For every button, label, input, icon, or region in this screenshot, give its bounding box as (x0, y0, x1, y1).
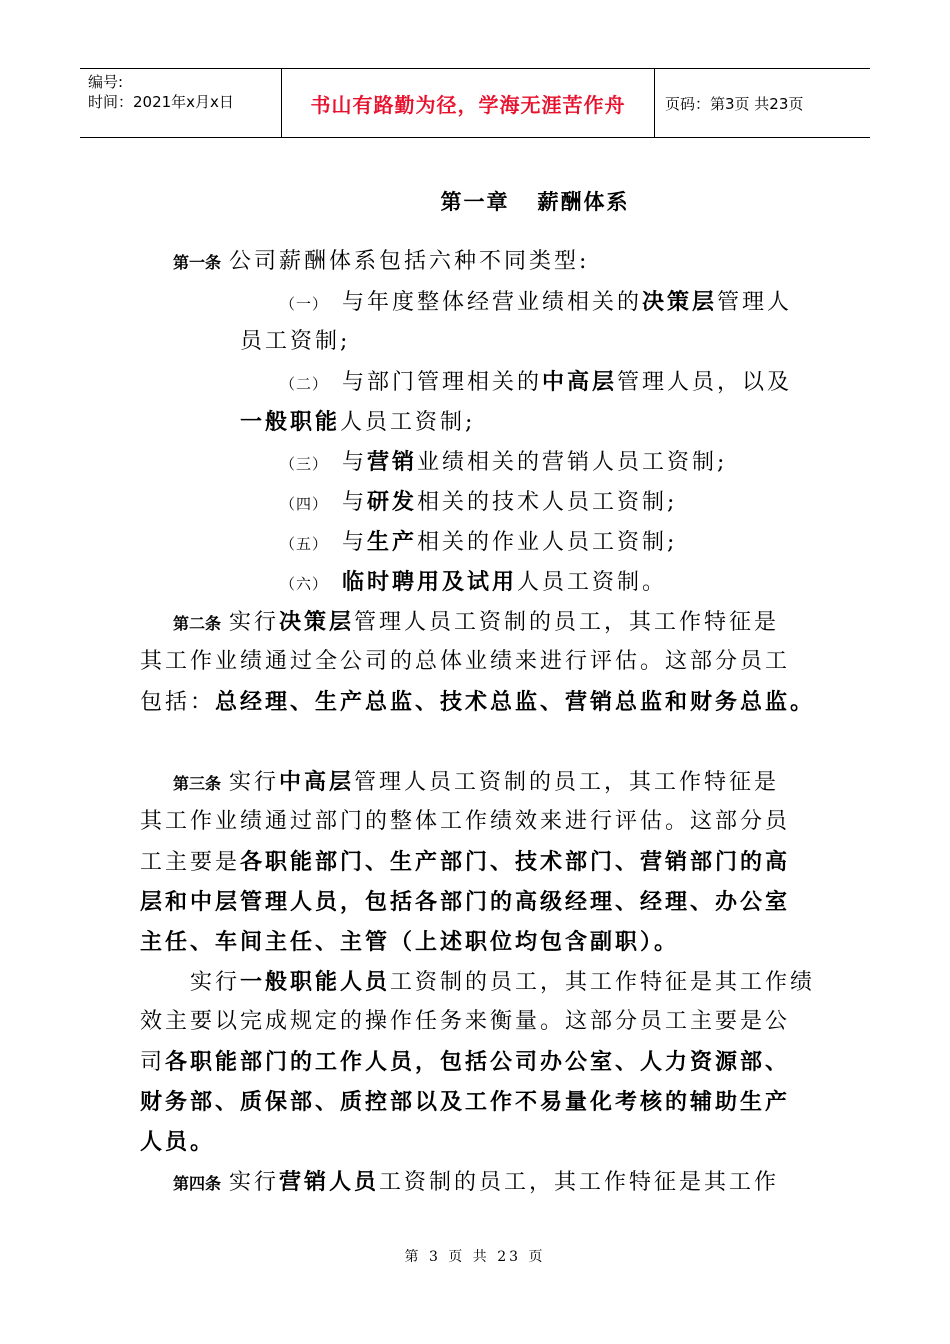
item-5: （五） 与生产相关的作业人员工资制; (280, 529, 678, 555)
chapter-title: 第一章 薪酬体系 (440, 189, 630, 214)
general-staff-paragraph: 实行一般职能人员工资制的员工，其工作特征是其工作绩 (190, 969, 816, 995)
article-2: 第二条 实行决策层管理人员工资制的员工，其工作特征是 (173, 609, 780, 635)
article-2-line-2: 其工作业绩通过全公司的总体业绩来进行评估。这部分员工 (140, 649, 791, 674)
general-line-5: 人员。 (140, 1129, 216, 1155)
article-3-line-3: 工主要是各职能部门、生产部门、技术部门、营销部门的高 (140, 849, 791, 875)
general-line-3: 司各职能部门的工作人员，包括公司办公室、人力资源部、 (140, 1049, 791, 1075)
item-6: （六） 临时聘用及试用人员工资制。 (280, 569, 668, 595)
general-line-2: 效主要以完成规定的操作任务来衡量。这部分员工主要是公 (140, 1009, 791, 1034)
item-4: （四） 与研发相关的技术人员工资制; (280, 489, 678, 515)
article-3-line-5: 主任、车间主任、主管（上述职位均包含副职）。 (140, 929, 680, 955)
header-page-info: 页码：第3页 共23页 (665, 94, 804, 113)
article-2-line-3: 包括：总经理、生产总监、技术总监、营销总监和财务总监。 (140, 689, 816, 715)
page-footer: 第 3 页 共 23 页 (404, 1249, 546, 1265)
item-2: （二） 与部门管理相关的中高层管理人员，以及 (280, 369, 793, 395)
article-3-line-4: 层和中层管理人员，包括各部门的高级经理、经理、办公室 (140, 889, 791, 915)
item-2-cont: 一般职能人员工资制; (240, 409, 476, 435)
header-motto: 书山有路勤为径，学海无涯苦作舟 (281, 69, 655, 137)
code-label: 编号: (88, 73, 124, 91)
item-1-cont: 员工资制; (240, 329, 351, 354)
item-1: （一） 与年度整体经营业绩相关的决策层管理人 (280, 289, 793, 315)
document-header (80, 68, 870, 138)
item-3: （三） 与营销业绩相关的营销人员工资制; (280, 449, 728, 475)
general-line-4: 财务部、质保部、质控部以及工作不易量化考核的辅助生产 (140, 1089, 791, 1115)
time-label: 时间：2021年x月x日 (88, 93, 234, 111)
article-3: 第三条 实行中高层管理人员工资制的员工，其工作特征是 (173, 769, 780, 795)
article-1: 第一条 公司薪酬体系包括六种不同类型: (173, 249, 590, 274)
article-3-line-2: 其工作业绩通过部门的整体工作绩效来进行评估。这部分员 (140, 809, 791, 834)
header-meta (80, 69, 281, 137)
article-4: 第四条 实行营销人员工资制的员工，其工作特征是其工作 (173, 1169, 780, 1195)
